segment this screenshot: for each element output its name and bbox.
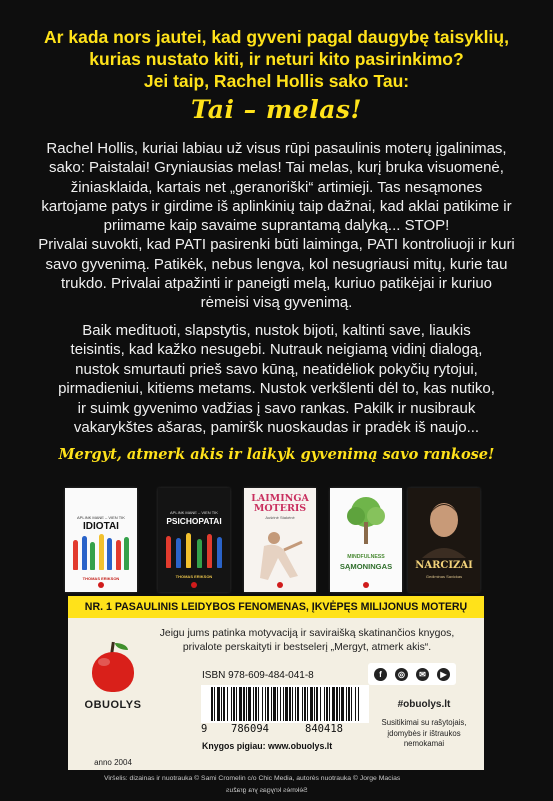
barcode-bar <box>217 687 220 721</box>
lead-question <box>16 26 537 92</box>
publisher-logo-icon <box>191 582 197 588</box>
book-title: MOTERIS <box>253 503 307 514</box>
barcode-bar <box>265 687 266 721</box>
book-title: IDIOTAI <box>83 521 119 532</box>
book-cover-samoningas <box>330 488 402 592</box>
events-note <box>364 718 484 750</box>
publisher-name: OBUOLYS <box>84 699 142 711</box>
social-block <box>364 663 484 763</box>
woman-illustration-icon <box>254 528 306 586</box>
book-overline: APLINK MANE – VIEN TIK <box>77 515 125 520</box>
hashtag[interactable]: #obuolys.lt <box>397 699 451 710</box>
barcode-bar <box>346 687 347 721</box>
barcode-digit-group: 9 <box>201 723 208 735</box>
paragraph-intro <box>10 139 543 313</box>
barcode-bar <box>243 687 245 721</box>
publisher-logo-icon <box>363 582 369 588</box>
barcode-bar <box>310 687 313 721</box>
text-line: teisintis, kad kažko nesugebi. Nutrauk neigiamą vidinį dialogą, <box>70 341 483 359</box>
barcode-bar <box>320 687 321 721</box>
barcode-bar <box>332 687 335 721</box>
barcode-bar <box>307 687 308 721</box>
barcode-bar <box>255 687 257 721</box>
barcode-bar <box>214 687 215 721</box>
related-books <box>0 488 553 593</box>
barcode-digits <box>201 723 369 735</box>
text-line: sako: Paistalai! Gryniausias melas! Tai melas, kurį bruka visuomenė, <box>49 159 504 177</box>
book-cover-narcizai <box>408 488 480 592</box>
figures-illustration <box>166 530 222 568</box>
barcode-bar <box>253 687 254 721</box>
apple-leaf-icon <box>115 643 128 650</box>
book-author: THOMAS ERIKSON <box>175 574 213 579</box>
publisher-logo-icon <box>98 582 104 588</box>
barcode-bar <box>258 687 259 721</box>
lead-line: Ar kada nors jautei, kad gyveni pagal daugybę taisyklių, <box>44 27 509 47</box>
publisher-logo <box>68 640 166 768</box>
phenomenon-banner: NR. 1 PASAULINIS LEIDYBOS FENOMENAS, ĮKVĖPĘS MILIJONUS MOTERŲ <box>68 596 484 618</box>
text-line: nustok smurtauti prieš savo kūną, neatidėliok pokyčių rytojui, <box>75 360 478 378</box>
book-author: Gediminas Savickas <box>425 574 463 579</box>
text-line: vakarykštes ašaras, pamiršk nuoskaudas ir pradėk iš naujo... <box>73 419 480 437</box>
text-line: savo gyvenimą. Patikėk, nebus lengva, kol nesugriausi mitų, kurie tau <box>45 255 508 273</box>
book-cover-laiminga-moteris <box>244 488 316 592</box>
barcode-bar <box>297 687 299 721</box>
book-title: SĄMONINGAS <box>339 562 393 571</box>
barcode-bar <box>355 687 356 721</box>
barcode-bar <box>324 687 325 721</box>
book-overline: LAIMINGA <box>251 493 309 504</box>
publisher-logo-icon <box>277 582 283 588</box>
barcode-bar <box>339 687 340 721</box>
apple-icon <box>92 652 134 692</box>
tree-icon <box>346 496 386 548</box>
book-cover-idiotai <box>65 488 137 592</box>
facebook-icon[interactable]: f <box>374 668 387 681</box>
text-line: žiniasklaida, kartais net „geranoriški“ artimieji. Tas nesąmones <box>70 178 483 196</box>
cover-credit: Viršelis: dizainas ir nuotrauka © Sami Cromelin c/o Chic Media, autorės nuotrauka © Jorge Macias <box>104 775 401 782</box>
paragraph-call <box>10 321 543 437</box>
text-line: Susitikimai su rašytojais, <box>381 718 467 727</box>
book-cover-psichopatai <box>158 488 230 592</box>
text-line: ir suimk gyvenimo vadžias į savo rankas. Pakilk ir nusibrauk <box>77 399 476 417</box>
barcode-bar <box>280 687 281 721</box>
barcode-bar <box>223 687 225 721</box>
book-title: NARCIZAI <box>415 560 473 571</box>
lead-line: Jei taip, Rachel Hollis sako Tau: <box>143 71 410 91</box>
social-icons <box>368 663 456 685</box>
barcode-bar <box>273 687 276 721</box>
text-line: rėmeisi visą gyvenimą. <box>200 294 353 312</box>
barcode-bar <box>267 687 269 721</box>
recommendation-text <box>130 627 484 655</box>
text-line: kartojame patys ir girdime iš aplinkinių taip dažnai, kad aklai patikime ir <box>41 197 512 215</box>
barcode-bar <box>227 687 228 721</box>
barcode-bar <box>314 687 315 721</box>
isbn-number: ISBN 978-609-484-041-8 <box>202 670 314 681</box>
text-line: Rachel Hollis, kuriai labiau už visus rūpi pasaulinis moterų įgalinimas, <box>46 140 507 157</box>
portrait-icon <box>416 494 472 558</box>
barcode-bar <box>283 687 284 721</box>
email-icon[interactable]: ✉ <box>416 668 429 681</box>
barcode-bar <box>262 687 263 721</box>
figures-illustration <box>73 532 129 570</box>
text-line: privalote perskaityti ir bestselerį „Mergyt, atmerk akis“. <box>182 642 432 653</box>
book-author: THOMAS ERIKSON <box>82 576 120 581</box>
barcode-bar <box>231 687 232 721</box>
barcode-bar <box>271 687 272 721</box>
barcode-digit-group: 786094 <box>231 723 269 735</box>
buy-link[interactable]: Knygos pigiau: www.obuolys.lt <box>202 741 333 751</box>
barcode-bar <box>239 687 242 721</box>
barcode-bar <box>358 687 359 721</box>
barcode-bar <box>211 687 213 721</box>
text-line: Baik medituoti, slapstytis, nustok bijoti, kaltinti save, liaukis <box>82 322 471 339</box>
barcode-bar <box>246 687 247 721</box>
barcode-bar <box>233 687 235 721</box>
barcode-bar <box>292 687 293 721</box>
barcode-bar <box>341 687 344 721</box>
headline: Tai – melas! <box>191 95 362 124</box>
text-line: nemokamai <box>403 739 445 748</box>
book-title: PSICHOPATAI <box>166 516 222 526</box>
text-line: trukdo. Privalai atpažinti ir paneigti melą, kuriuo patikėjai ir kuriuo <box>60 275 493 293</box>
text-line: įdomybės ir ištraukos <box>387 728 461 738</box>
barcode-bar <box>316 687 318 721</box>
barcode-bar <box>302 687 303 721</box>
barcode-bars <box>211 687 361 721</box>
barcode-bar <box>351 687 352 721</box>
barcode-bar <box>295 687 296 721</box>
text-line: priimame kaip savaime suprantamą dalyką... STOP! <box>103 217 450 235</box>
barcode-bar <box>329 687 330 721</box>
barcode-bar <box>248 687 251 721</box>
book-overline: MINDFULNESS <box>347 554 385 560</box>
book-author: Aušrinė Stakėnė <box>265 515 295 520</box>
barcode-bar <box>348 687 350 721</box>
barcode-bar <box>221 687 222 721</box>
text-line: pirmadieniui, kitiems metams. Nustok verkšlenti dėl to, kas nutiko, <box>58 380 495 398</box>
barcode-bar <box>336 687 338 721</box>
barcode-bar <box>326 687 328 721</box>
barcode-bar <box>304 687 306 721</box>
barcode-bar <box>289 687 291 721</box>
book-overline: APLINK MANE – VIEN TIK <box>170 510 218 515</box>
barcode-bar <box>236 687 237 721</box>
info-panel <box>68 596 484 770</box>
slogan: Mergyt, atmerk akis ir laikyk gyvenimą savo rankose! <box>58 446 495 463</box>
publisher-since: anno 2004 <box>94 758 132 767</box>
lead-line: kurias nustato kiti, ir neturi kito pasirinkimo? <box>89 49 464 69</box>
youtube-icon[interactable]: ▶ <box>437 668 450 681</box>
text-line: Privalai suvokti, kad PATI pasirenki būti laiminga, PATI kontroliuoji ir kuri <box>38 236 515 254</box>
instagram-icon[interactable]: ◎ <box>395 668 408 681</box>
isbn-barcode <box>201 685 369 723</box>
barcode-digit-group: 840418 <box>305 723 343 735</box>
barcode-bar <box>285 687 288 721</box>
text-line: Jeigu jums patinka motyvaciją ir saviraišką skatinančios knygos, <box>159 628 455 639</box>
barcode-bar <box>277 687 278 721</box>
mirrored-note: Sėkmės knygas yra gražus <box>226 787 308 794</box>
